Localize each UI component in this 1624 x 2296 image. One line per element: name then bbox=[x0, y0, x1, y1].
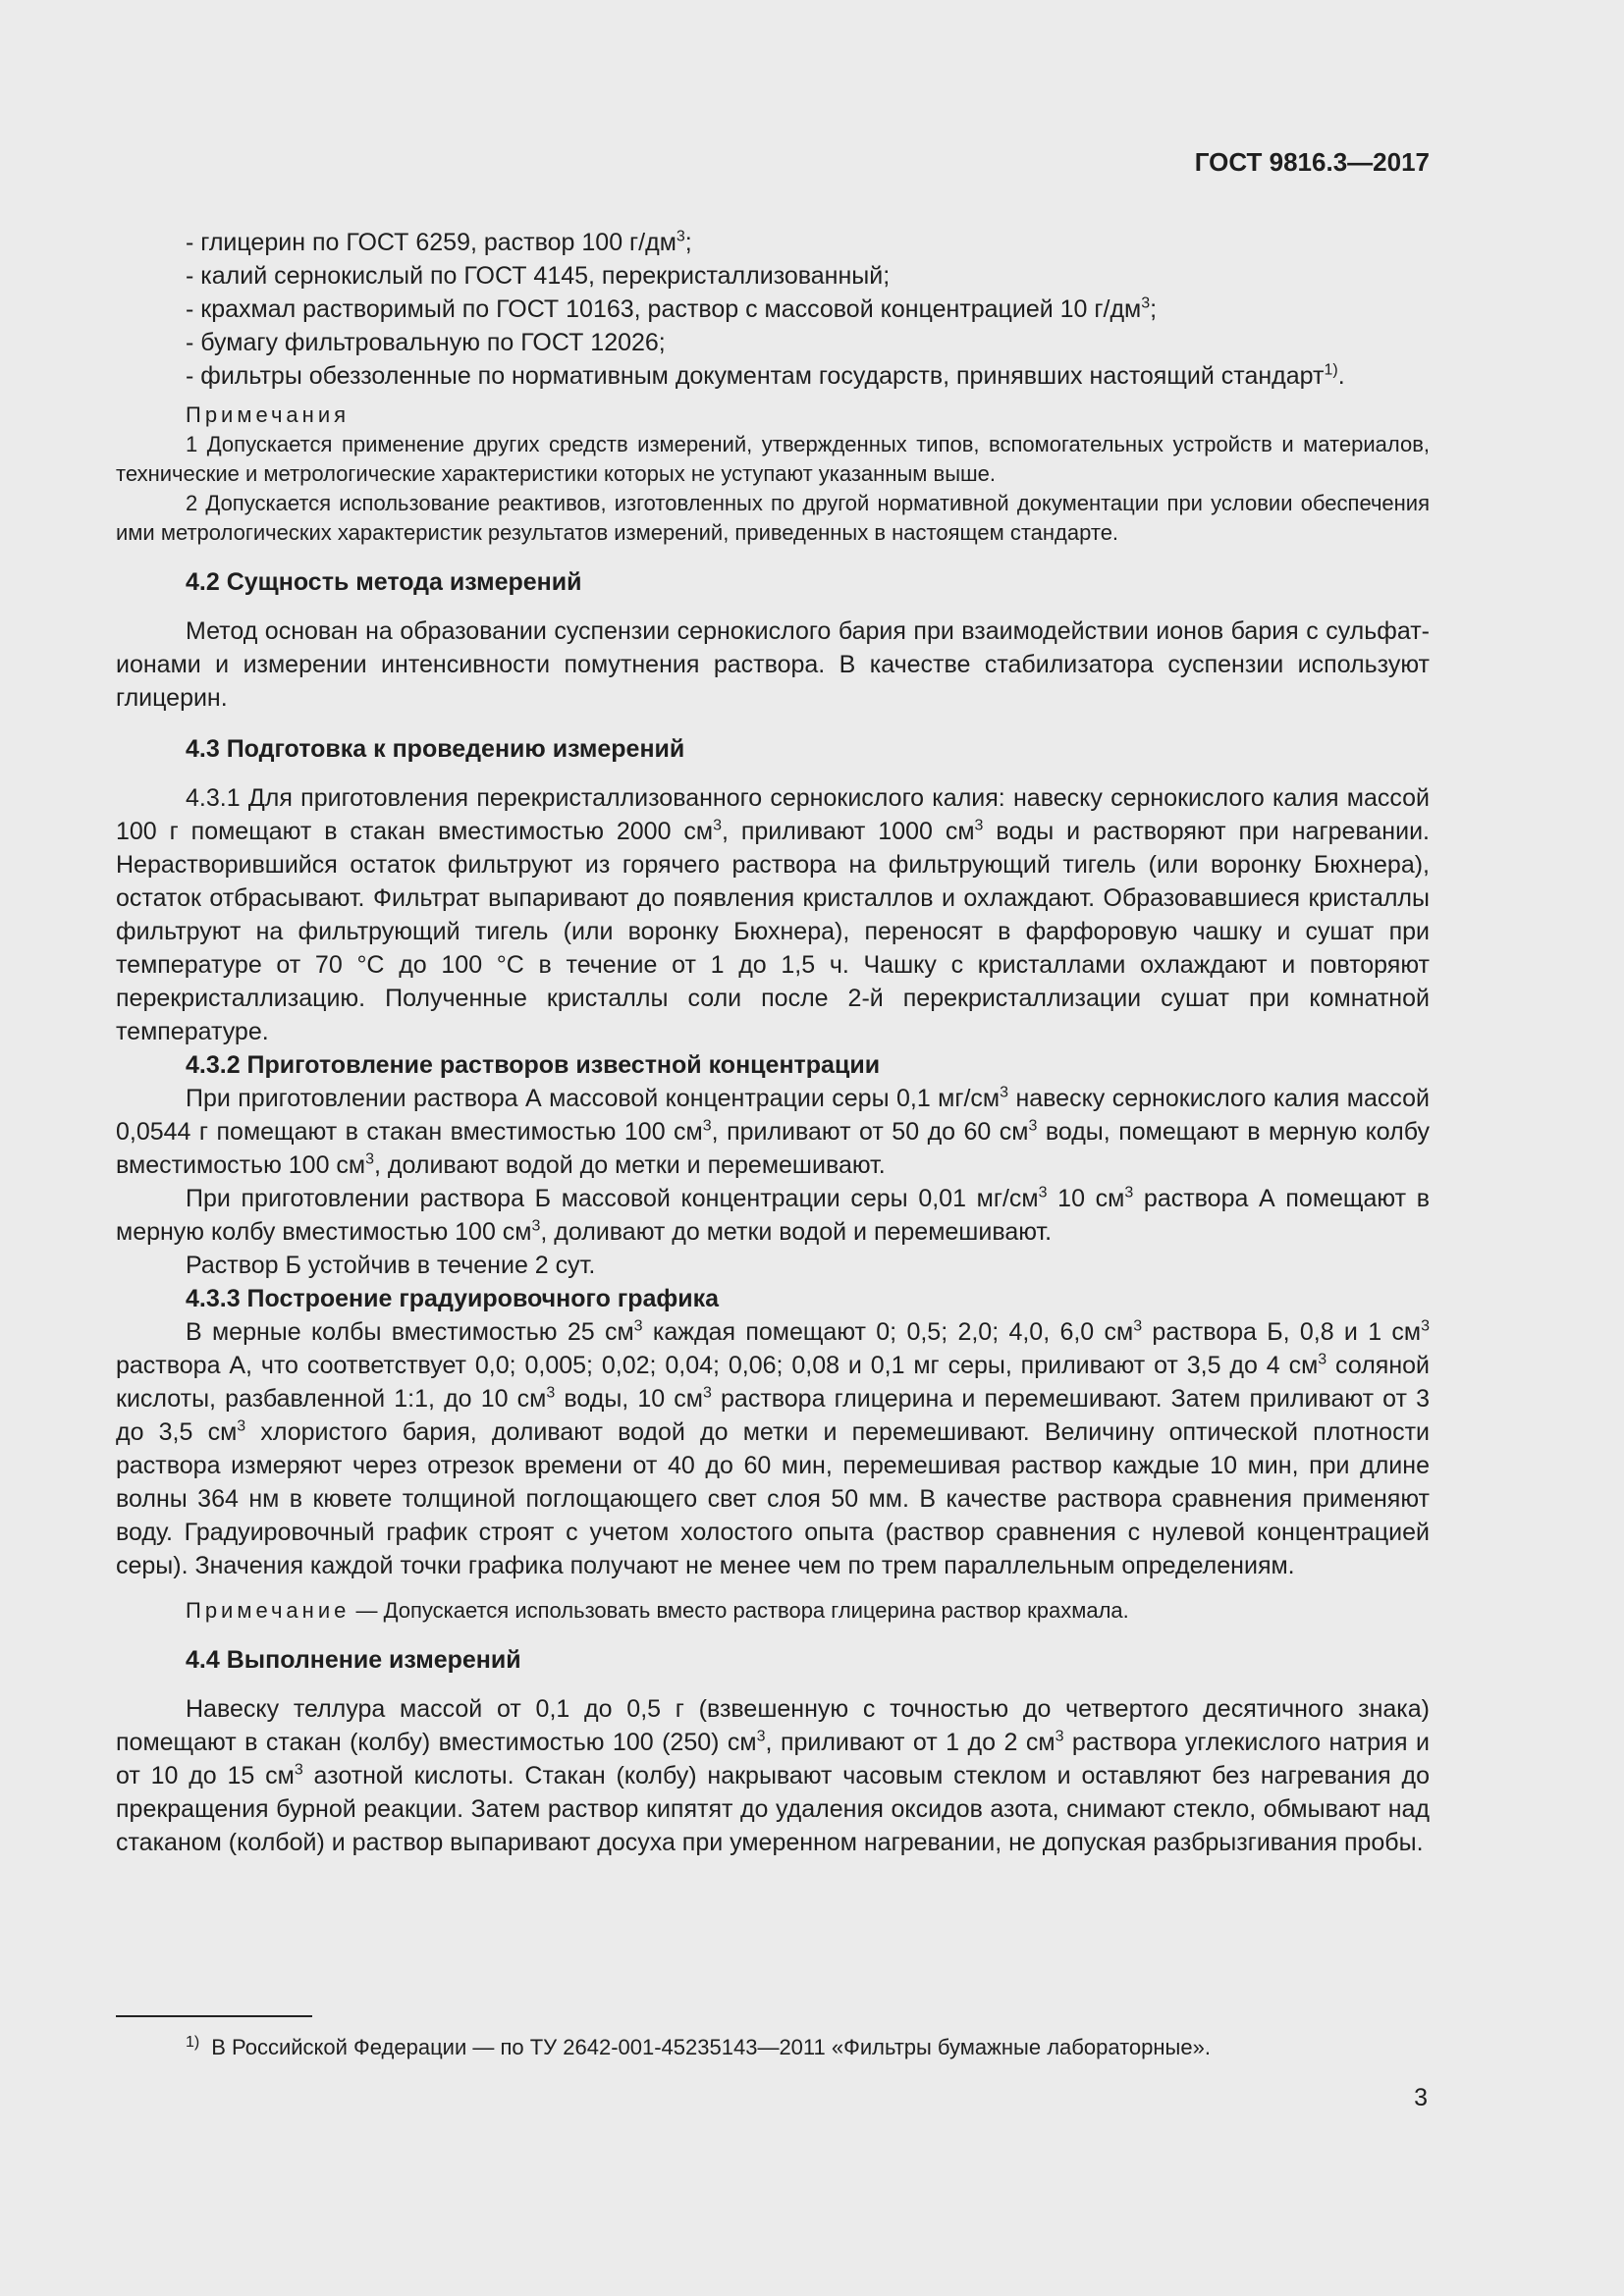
paragraph: Раствор Б устойчив в течение 2 сут. bbox=[186, 1252, 596, 1279]
list-item: - калий сернокислый по ГОСТ 4145, перекристаллизованный; bbox=[186, 262, 891, 290]
notes-heading: Примечания bbox=[186, 402, 351, 427]
list-item: - фильтры обеззоленные по нормативным документам государств, принявших настоящий стандарт$^{1)}$. bbox=[186, 361, 1345, 390]
note-item: 2 Допускается использование реактивов, изготовленных по другой нормативной документации при условии обеспечения ими метрологических характеристик результатов измерений, приведенных в настоящем стандарте. bbox=[116, 491, 1430, 545]
list-item: - бумагу фильтровальную по ГОСТ 12026; bbox=[186, 329, 666, 356]
subsection-heading: 4.3.3 Построение градуировочного графика bbox=[186, 1285, 720, 1312]
paragraph: Метод основан на образовании суспензии сернокислого бария при взаимодействии ионов бария с сульфат-ионами и измерении интенсивности помутнения раствора. В качестве стабилизатора суспензии используют глицерин. bbox=[116, 617, 1430, 712]
paragraph: При приготовлении раствора Б массовой концентрации серы 0,01 $мг/см^3$ 10 $см^3$ раствора А помещают в мерную колбу вместимостью 100 $см^3$, доливают до метки водой и перемешивают. bbox=[116, 1184, 1430, 1246]
page-number: 3 bbox=[1414, 2084, 1428, 2111]
section-heading: 4.2 Сущность метода измерений bbox=[186, 568, 582, 596]
list-item: - крахмал растворимый по ГОСТ 10163, раствор с массовой концентрацией 10 $г/дм^3$; bbox=[186, 294, 1158, 323]
note-item: 1 Допускается применение других средств измерений, утвержденных типов, вспомогательных устройств и материалов, технические и метрологические характеристики которых не уступают указанным выше. bbox=[116, 432, 1430, 486]
list-item: - глицерин по ГОСТ 6259, раствор 100 $г/дм^3$; bbox=[186, 228, 692, 256]
page-content bbox=[116, 226, 1430, 1859]
section-heading: 4.4 Выполнение измерений bbox=[186, 1646, 521, 1674]
paragraph: При приготовлении раствора А массовой концентрации серы 0,1 $мг/см^3$ навеску сернокислого калия массой 0,0544 г помещают в стакан вместимостью 100 $см^3$, приливают от 50 до 60 $см^3$ воды, помещают в мерную колбу вместимостью 100 $см^3$, доливают водой до метки и перемешивают. bbox=[116, 1084, 1430, 1179]
section-heading: 4.3 Подготовка к проведению измерений bbox=[186, 735, 685, 763]
note-item: Примечание — Допускается использовать вместо раствора глицерина раствор крахмала. bbox=[186, 1598, 1129, 1623]
footnote-divider bbox=[116, 2015, 312, 2017]
footnote: $^{1)}$ В Российской Федерации — по ТУ 2642-001-45235143—2011 «Фильтры бумажные лабораторные». bbox=[186, 2034, 1211, 2059]
document-header: ГОСТ 9816.3—2017 bbox=[1194, 147, 1430, 177]
paragraph: 4.3.1 Для приготовления перекристаллизованного сернокислого калия: навеску сернокислого калия массой 100 г помещают в стакан вместимостью 2000 $см^3$, приливают 1000 $см^3$ воды и растворяют при нагревании. Нерастворившийся остаток фильтруют из горячего раствора на фильтрующий тигель (или воронку Бюхнера), остаток отбрасывают. Фильтрат выпаривают до появления кристаллов и охлаждают. Образовавшиеся кристаллы фильтруют на фильтрующий тигель (или воронку Бюхнера), переносят в фарфоровую чашку и сушат при температуре от 70 °С до 100 °С в течение от 1 до 1,5 ч. Чашку с кристаллами охлаждают и повторяют перекристаллизацию. Полученные кристаллы соли после 2-й перекристаллизации сушат при комнатной температуре. bbox=[116, 784, 1430, 1045]
paragraph: Навеску теллура массой от 0,1 до 0,5 г (взвешенную с точностью до четвертого десятичного знака) помещают в стакан (колбу) вместимостью 100 (250) $см^3$, приливают от 1 до 2 $см^3$ раствора углекислого натрия и от 10 до 15 $см^3$ азотной кислоты. Стакан (колбу) накрывают часовым стеклом и оставляют без нагревания до прекращения бурной реакции. Затем раствор кипятят до удаления оксидов азота, снимают стекло, обмывают над стаканом (колбой) и раствор выпаривают досуха при умеренном нагревании, не допуская разбрызгивания пробы. bbox=[116, 1695, 1430, 1856]
subsection-heading: 4.3.2 Приготовление растворов известной концентрации bbox=[186, 1051, 881, 1079]
notes-block bbox=[116, 400, 1430, 548]
paragraph: В мерные колбы вместимостью 25 $см^3$ каждая помещают 0; 0,5; 2,0; 4,0, 6,0 $см^3$ раствора Б, 0,8 и 1 $см^3$ раствора А, что соответствует 0,0; 0,005; 0,02; 0,04; 0,06; 0,08 и 0,1 мг серы, приливают от 3,5 до 4 $см^3$ соляной кислоты, разбавленной 1:1, до 10 $см^3$ воды, 10 $см^3$ раствора глицерина и перемешивают. Затем приливают от 3 до 3,5 $см^3$ хлористого бария, доливают водой до метки и перемешивают. Величину оптической плотности раствора измеряют через отрезок времени от 40 до 60 мин, перемешивая раствор каждые 10 мин, при длине волны 364 нм в кювете толщиной поглощающего свет слоя 50 мм. В качестве раствора сравнения применяют воду. Градуировочный график строят с учетом холостого опыта (раствор сравнения с нулевой концентрацией серы). Значения каждой точки графика получают не менее чем по трем параллельным определениям. bbox=[116, 1317, 1431, 1579]
